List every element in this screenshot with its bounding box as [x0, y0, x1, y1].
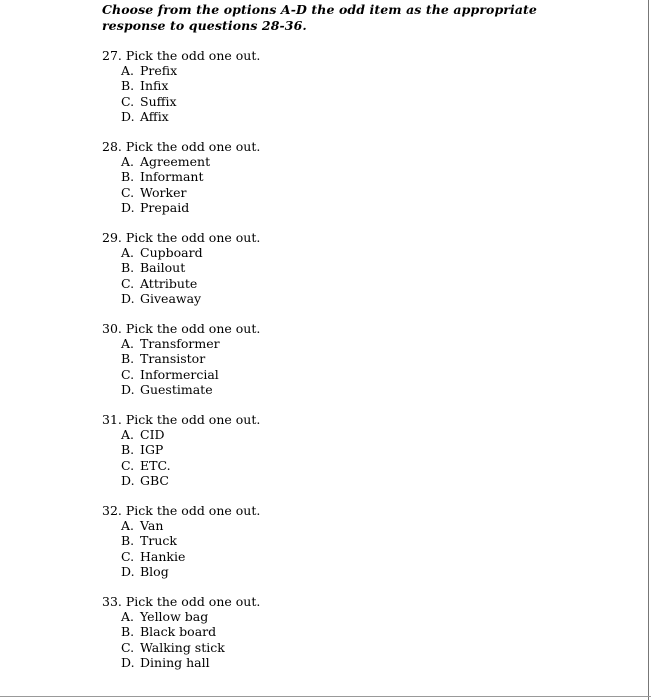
question-number: 28. [102, 139, 122, 154]
option-b [102, 624, 402, 639]
question-prompt: Pick the odd one out. [125, 321, 261, 336]
option-text: Informercial [140, 366, 219, 382]
question-number: 31. [102, 412, 122, 427]
option-letter: D. [121, 290, 135, 306]
question-28 [102, 139, 402, 215]
option-a [102, 63, 402, 78]
option-letter: A. [121, 63, 135, 78]
option-text: ETC. [140, 457, 171, 473]
option-text: Agreement [140, 154, 211, 169]
question-title [102, 139, 402, 154]
option-text: Van [140, 518, 164, 533]
option-letter: D. [121, 472, 135, 488]
option-letter: A. [121, 336, 135, 351]
option-letter: A. [121, 154, 135, 169]
option-text: Black board [140, 624, 217, 640]
option-letter: B. [121, 169, 135, 185]
option-d [102, 200, 402, 215]
option-text: Informant [140, 169, 204, 185]
question-27 [102, 48, 402, 124]
question-32 [102, 503, 402, 579]
option-letter: C. [121, 366, 135, 382]
page-bottom-edge [0, 696, 651, 697]
question-prompt: Pick the odd one out. [125, 139, 261, 154]
option-text: Prepaid [140, 199, 190, 215]
question-title [102, 321, 402, 336]
option-text: Hankie [140, 548, 186, 564]
question-29 [102, 230, 402, 306]
option-d [102, 291, 402, 306]
option-d [102, 109, 402, 124]
option-b [102, 169, 402, 184]
option-c [102, 94, 402, 109]
option-b [102, 442, 402, 457]
option-b [102, 78, 402, 93]
option-letter: C. [121, 275, 135, 291]
option-d [102, 655, 402, 670]
option-b [102, 533, 402, 548]
option-letter: D. [121, 563, 135, 579]
option-letter: A. [121, 609, 135, 624]
option-text: Prefix [140, 63, 178, 78]
question-number: 33. [102, 594, 122, 609]
option-letter: B. [121, 624, 135, 640]
option-b [102, 260, 402, 275]
option-letter: B. [121, 260, 135, 276]
option-text: Worker [140, 184, 187, 200]
option-d [102, 382, 402, 397]
question-number: 30. [102, 321, 122, 336]
option-text: Cupboard [140, 245, 203, 260]
question-prompt: Pick the odd one out. [125, 503, 261, 518]
question-number: 27. [102, 48, 122, 63]
option-letter: D. [121, 654, 135, 670]
option-d [102, 473, 402, 488]
option-letter: C. [121, 639, 135, 655]
option-letter: A. [121, 245, 135, 260]
option-text: Affix [140, 108, 169, 124]
option-letter: A. [121, 427, 135, 442]
option-text: Attribute [140, 275, 198, 291]
option-b [102, 351, 402, 366]
option-a [102, 609, 402, 624]
option-letter: A. [121, 518, 135, 533]
option-letter: B. [121, 442, 135, 458]
option-c [102, 276, 402, 291]
option-letter: D. [121, 108, 135, 124]
option-letter: C. [121, 457, 135, 473]
option-text: IGP [140, 442, 164, 458]
option-text: GBC [140, 472, 169, 488]
question-title [102, 503, 402, 518]
option-text: Suffix [140, 93, 177, 109]
question-31 [102, 412, 402, 488]
option-text: CID [140, 427, 165, 442]
option-letter: D. [121, 381, 135, 397]
option-text: Dining hall [140, 654, 210, 670]
option-a [102, 245, 402, 260]
option-letter: C. [121, 548, 135, 564]
option-letter: D. [121, 199, 135, 215]
question-prompt: Pick the odd one out. [125, 412, 261, 427]
option-text: Infix [140, 78, 169, 94]
option-letter: B. [121, 351, 135, 367]
option-a [102, 518, 402, 533]
option-letter: B. [121, 533, 135, 549]
question-33 [102, 594, 402, 670]
instructions-heading: Choose from the options A-D the odd item as the appropriate response to questions 28-36. [102, 2, 537, 33]
question-number: 32. [102, 503, 122, 518]
option-c [102, 458, 402, 473]
question-30 [102, 321, 402, 397]
option-text: Transistor [140, 351, 206, 367]
option-text: Transformer [140, 336, 220, 351]
option-text: Truck [140, 533, 177, 549]
option-letter: B. [121, 78, 135, 94]
option-a [102, 154, 402, 169]
option-c [102, 640, 402, 655]
option-c [102, 549, 402, 564]
question-number: 29. [102, 230, 122, 245]
option-text: Blog [140, 563, 169, 579]
option-c [102, 367, 402, 382]
option-c [102, 185, 402, 200]
option-a [102, 336, 402, 351]
question-title [102, 230, 402, 245]
option-text: Yellow bag [140, 609, 209, 624]
option-letter: C. [121, 184, 135, 200]
option-a [102, 427, 402, 442]
option-d [102, 564, 402, 579]
question-title [102, 48, 402, 63]
question-prompt: Pick the odd one out. [125, 230, 261, 245]
question-prompt: Pick the odd one out. [125, 48, 261, 63]
option-letter: C. [121, 93, 135, 109]
option-text: Guestimate [140, 381, 213, 397]
option-text: Walking stick [140, 639, 225, 655]
page-right-edge [648, 0, 649, 700]
question-title [102, 594, 402, 609]
option-text: Giveaway [140, 290, 202, 306]
option-text: Bailout [140, 260, 186, 276]
question-title [102, 412, 402, 427]
question-prompt: Pick the odd one out. [125, 594, 261, 609]
